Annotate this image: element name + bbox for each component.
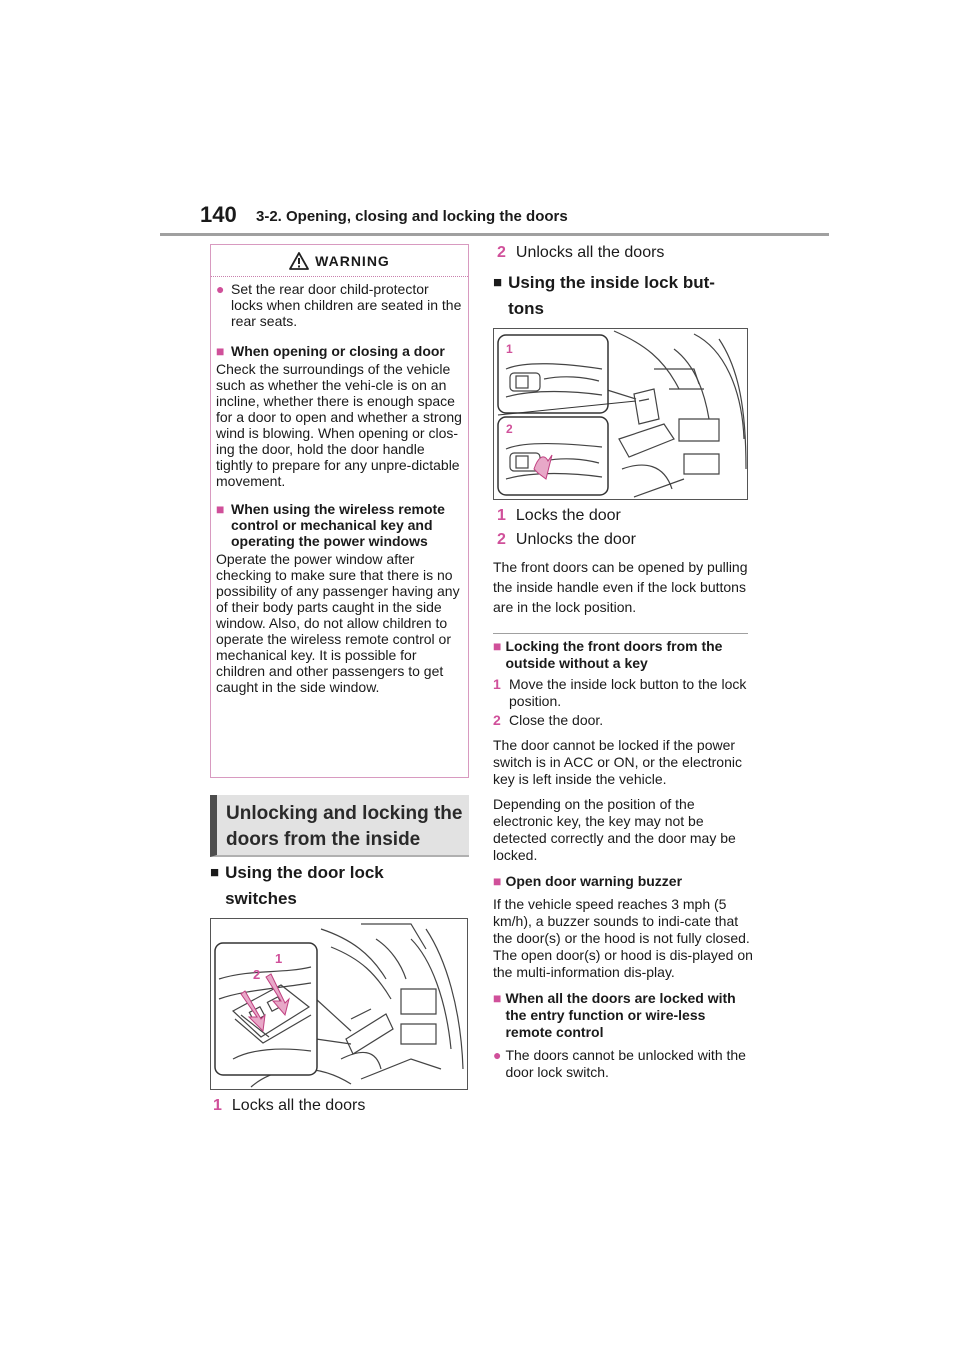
note-step	[493, 676, 753, 710]
section-heading	[210, 795, 469, 857]
inside-lock-buttons-heading	[493, 272, 715, 320]
step-locks-door	[497, 507, 621, 525]
warning-subheading-text: When using the wireless remote control or mechanical key and operating the power windows	[231, 501, 445, 549]
inside-lock-note: The front doors can be opened by pulling the inside handle even if the lock buttons are in the lock position.	[493, 559, 748, 615]
bullet-dot-icon: ●	[216, 281, 225, 297]
door-lock-switches-heading	[210, 862, 384, 910]
section-heading-line: doors from the inside	[226, 829, 421, 850]
notes-divider	[493, 633, 748, 634]
heading-line: switches	[225, 889, 297, 908]
door-lock-switch-illustration	[210, 918, 468, 1090]
step-unlocks-all	[497, 244, 664, 262]
warning-paragraph: Operate the power window after checking to make sure that there is no possibility of any passenger having any of their body parts caught in the side window. Also, do not allow children to operate the wireless remote control or mechanical key. It is possible for children and other passengers to get caught in the side window.	[216, 551, 460, 695]
step-number: 1	[213, 1097, 222, 1114]
step-text: Unlocks all the doors	[515, 244, 665, 261]
warning-bullet-text: Set the rear door child-protector locks when children are seated in the rear seats.	[231, 281, 462, 329]
note-heading-text: When all the doors are locked with the entry function or wire-less remote control	[505, 990, 736, 1040]
page-number: 140	[200, 202, 237, 227]
inside-lock-button-illustration	[493, 328, 748, 500]
door-lock-switch-drawing	[211, 919, 468, 1090]
bullet-dot-icon: ●	[493, 1047, 502, 1063]
warning-subheading	[216, 501, 462, 549]
note-heading-text: Locking the front doors from the outside without a key	[505, 638, 723, 671]
figure-callout-2: 2	[253, 967, 261, 982]
warning-box	[210, 244, 469, 778]
note-step	[493, 712, 753, 729]
note-paragraph: Depending on the position of the electronic key, the key may not be detected correctly and the door may be locked.	[493, 796, 736, 863]
note-heading	[493, 638, 753, 672]
note-paragraph: The open door(s) or hood is dis-played on the multi-information dis-play.	[493, 947, 753, 980]
note-heading-text: Open door warning buzzer	[505, 873, 683, 889]
step-number: 2	[497, 531, 506, 548]
heading-line: Using the door lock	[225, 863, 384, 882]
note-paragraph: The door cannot be locked if the power switch is in ACC or ON, or the electronic key is left inside the vehicle.	[493, 737, 742, 787]
header-rule	[160, 233, 829, 236]
warning-subheading-text: When opening or closing a door	[231, 343, 445, 359]
step-text: Locks all the doors	[231, 1097, 366, 1114]
square-bullet-icon: ■	[210, 864, 220, 881]
step-text: Locks the door	[515, 507, 621, 524]
section-header-title: 3-2. Opening, closing and locking the doors	[256, 208, 568, 225]
note-bullet-text: The doors cannot be unlocked with the door lock switch.	[505, 1047, 746, 1080]
square-bullet-icon: ■	[493, 274, 503, 291]
section-heading-line: Unlocking and locking the	[226, 803, 463, 824]
note-heading	[493, 873, 753, 890]
step-text: Unlocks the door	[515, 531, 636, 548]
heading-line: Using the inside lock but-	[508, 273, 715, 292]
warning-title: WARNING	[315, 252, 390, 269]
square-bullet-icon: ■	[216, 501, 225, 517]
figure-callout-1: 1	[506, 342, 513, 356]
square-bullet-icon: ■	[216, 343, 225, 359]
square-bullet-icon: ■	[493, 990, 502, 1006]
square-bullet-icon: ■	[493, 638, 502, 654]
warning-header	[211, 245, 468, 277]
note-step-number: 2	[493, 712, 501, 728]
inside-lock-button-drawing	[494, 329, 748, 500]
square-bullet-icon: ■	[493, 873, 502, 889]
note-step-text: Close the door.	[509, 712, 604, 728]
figure-callout-1: 1	[275, 951, 283, 966]
notes-column	[493, 638, 753, 1081]
figure-callout-2: 2	[506, 422, 513, 436]
step-number: 2	[497, 244, 506, 261]
step-number: 1	[497, 507, 506, 524]
step-unlocks-door	[497, 531, 636, 549]
warning-paragraph: Check the surroundings of the vehicle such as whether the vehi-cle is on an incline, whether there is enough space for a door to open and whether a strong wind is blowing. When opening or clos-ing the door, hold the door handle tightly to prepare for any unpre-dictable movement.	[216, 361, 462, 489]
warning-triangle-icon	[289, 252, 309, 270]
heading-line: tons	[508, 299, 544, 318]
note-heading	[493, 990, 753, 1041]
note-step-number: 1	[493, 676, 501, 692]
note-paragraph: If the vehicle speed reaches 3 mph (5 km/h), a buzzer sounds to indi-cate that the door(s) or the hood is not fully closed.	[493, 896, 750, 946]
step-locks-all	[213, 1097, 365, 1115]
note-step-text: Move the inside lock button to the lock position.	[509, 676, 747, 709]
warning-bullet	[216, 281, 462, 329]
note-bullet	[493, 1047, 753, 1081]
warning-subheading	[216, 343, 462, 359]
